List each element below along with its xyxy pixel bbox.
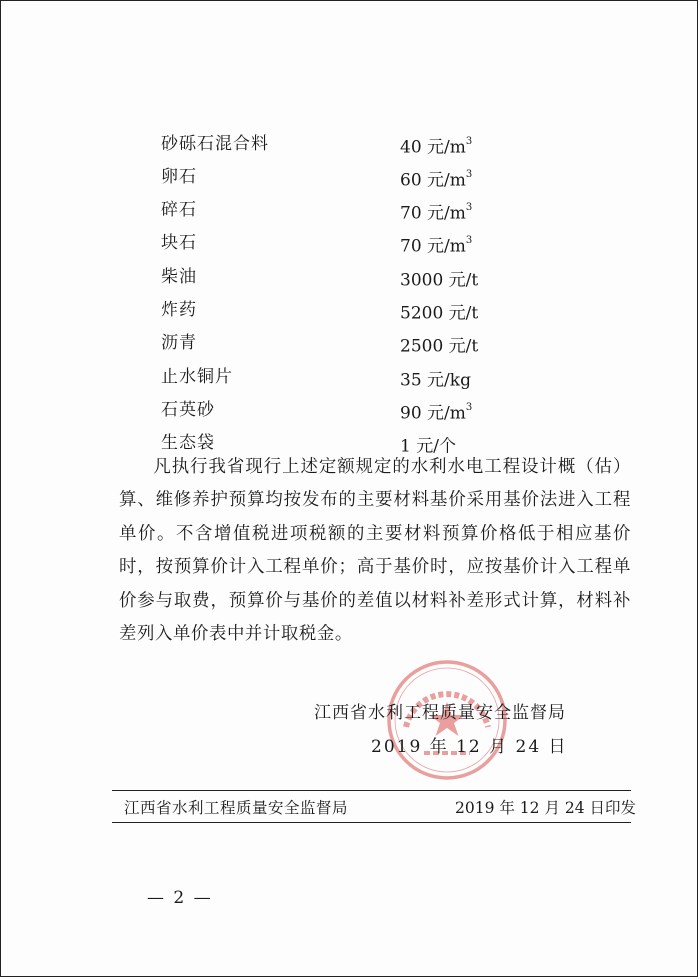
material-row — [1, 195, 700, 225]
material-row — [1, 262, 700, 292]
material-price: 90 元$/m^3$ — [400, 402, 473, 424]
signature-organization: 江西省水利工程质量安全监督局 — [314, 703, 566, 723]
material-price: 5200 元/t — [400, 303, 479, 324]
material-row — [1, 395, 700, 425]
body-paragraph-text: 凡执行我省现行上述定额规定的水利水电工程设计概（估）算、维修养护预算均按发布的主要材料基价采用基价法进入工程单价。不含增值税进项税额的主要材料预算价格低于相应基价时，按预算价计入工程单价；高于基价时，应按基价计入工程单价参与取费，预算价与基价的差值以材料补差形式计算，材料补差列入单价表中并计取税金。 — [119, 457, 631, 645]
material-name: 块石 — [161, 233, 197, 253]
footer-bottom-rule — [112, 822, 631, 823]
material-name: 生态袋 — [161, 433, 215, 453]
material-name: 碎石 — [161, 200, 197, 220]
material-price: 60 元$/m^3$ — [400, 169, 473, 191]
material-row — [1, 162, 700, 192]
material-price: 70 元$/m^3$ — [400, 202, 473, 224]
footer-top-rule — [112, 790, 631, 791]
signature-date: 2019 年 12 月 24 日 — [371, 737, 568, 757]
material-row — [1, 228, 700, 258]
material-name: 沥青 — [161, 333, 197, 353]
material-name: 柴油 — [161, 267, 197, 287]
material-price: 70 元$/m^3$ — [400, 235, 473, 257]
material-row — [1, 328, 700, 358]
material-name: 砂砾石混合料 — [161, 134, 269, 154]
body-paragraph — [119, 451, 631, 651]
material-row — [1, 129, 700, 159]
material-row — [1, 362, 700, 392]
footer-organization: 江西省水利工程质量安全监督局 — [124, 799, 349, 817]
material-price: 2500 元/t — [400, 336, 479, 357]
page-number: — 2 — — [147, 888, 213, 908]
material-name: 止水铜片 — [161, 367, 233, 387]
material-name: 炸药 — [161, 300, 197, 320]
material-price: 35 元/kg — [400, 370, 471, 391]
material-price: 3000 元/t — [400, 270, 479, 291]
material-name: 卵石 — [161, 167, 197, 187]
material-price: 40 元$/m^3$ — [400, 136, 473, 158]
material-row — [1, 295, 700, 325]
material-name: 石英砂 — [161, 400, 215, 420]
footer-print-date: 2019 年 12 月 24 日印发 — [455, 799, 637, 817]
material-price: 1 元/个 — [400, 436, 456, 457]
